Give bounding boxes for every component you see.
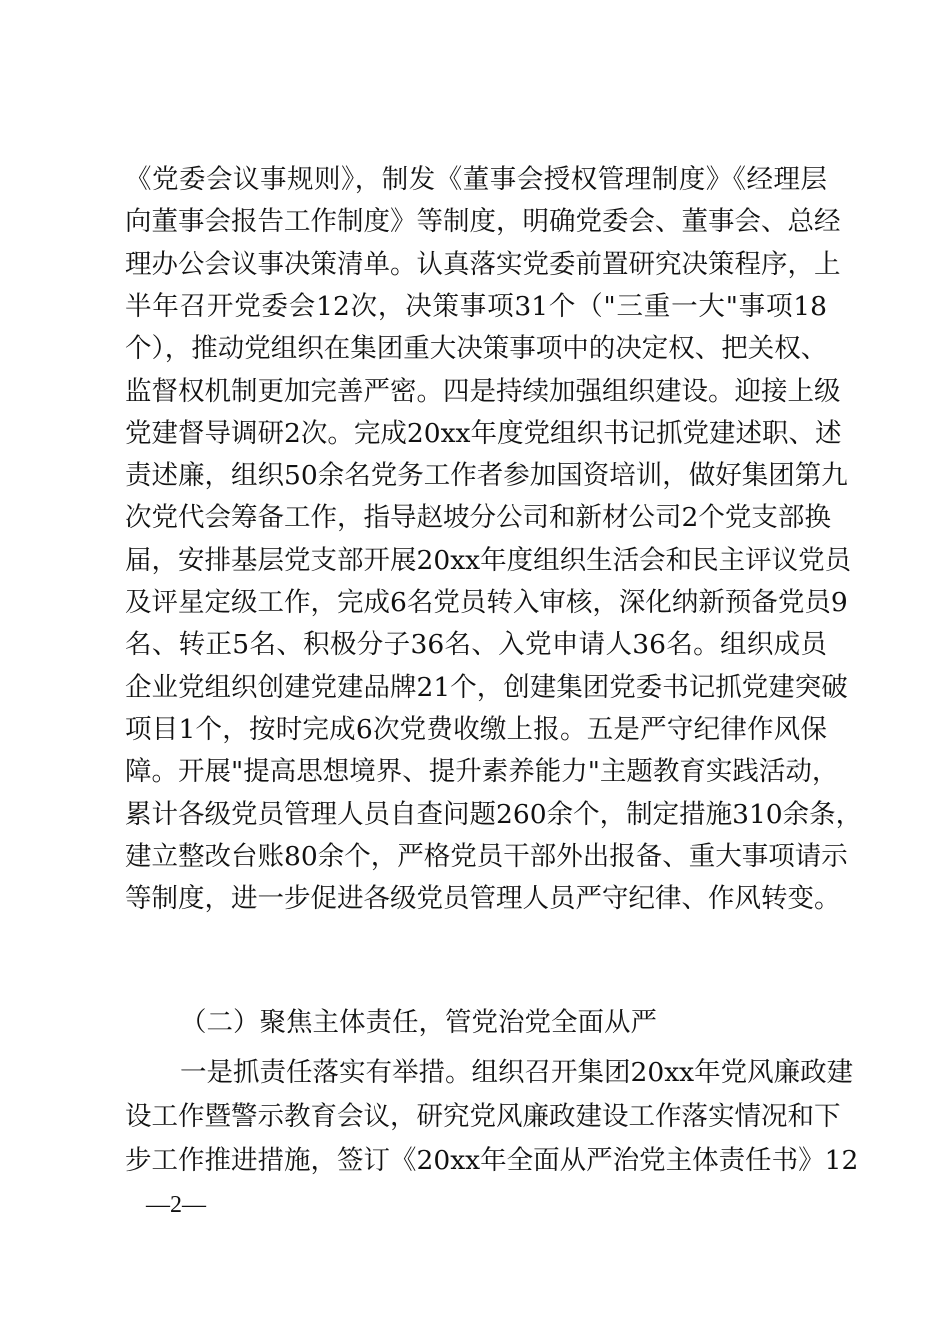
paragraph-line: 名、转正5名、积极分子36名、入党申请人36名。组织成员 <box>125 629 827 661</box>
paragraph-line: 党建督导调研2次。完成20xx年度党组织书记抓党建述职、述 <box>125 417 842 449</box>
paragraph-line: 累计各级党员管理人员自查问题260余个，制定措施310余条， <box>125 798 863 830</box>
paragraph-line: 企业党组织创建党建品牌21个，创建集团党委书记抓党建突破 <box>125 671 848 703</box>
paragraph-line: 步工作推进措施，签订《20xx年全面从严治党主体责任书》12 <box>125 1145 859 1176</box>
paragraph-line: 《党委会议事规则》，制发《董事会授权管理制度》《经理层 <box>125 164 827 195</box>
paragraph-line: 等制度，进一步促进各级党员管理人员严守纪律、作风转变。 <box>125 883 841 915</box>
paragraph-line: 向董事会报告工作制度》等制度，明确党委会、董事会、总经 <box>125 206 841 238</box>
paragraph-line: 次党代会筹备工作，指导赵坡分公司和新材公司2个党支部换 <box>125 502 831 534</box>
paragraph-line: 一是抓责任落实有举措。组织召开集团20xx年党风廉政建 <box>180 1057 854 1088</box>
paragraph-line: 个），推动党组织在集团重大决策事项中的决定权、把关权、 <box>125 333 828 365</box>
paragraph-line: 项目1个，按时完成6次党费收缴上报。五是严守纪律作风保 <box>125 713 827 745</box>
paragraph-line: 设工作暨警示教育会议，研究党风廉政建设工作落实情况和下 <box>125 1101 841 1132</box>
paragraph-line: 届，安排基层党支部开展20xx年度组织生活会和民主评议党员 <box>125 544 852 576</box>
paragraph-line: 责述廉，组织50余名党务工作者参加国资培训，做好集团第九 <box>125 460 848 492</box>
paragraph-line: 障。开展"提高思想境界、提升素养能力"主题教育实践活动， <box>125 756 839 788</box>
paragraph-line: 理办公会议事决策清单。认真落实党委前置研究决策程序，上 <box>125 248 841 280</box>
paragraph-line: 监督权机制更加完善严密。四是持续加强组织建设。迎接上级 <box>125 375 841 407</box>
paragraph-line: 半年召开党委会12次，决策事项31个（"三重一大"事项18 <box>125 290 827 322</box>
paragraph-line: 建立整改台账80余个，严格党员干部外出报备、重大事项请示 <box>125 840 848 872</box>
section-heading: （二）聚焦主体责任，管党治党全面从严 <box>180 1007 657 1038</box>
page-number: —2— <box>146 1192 206 1218</box>
paragraph-line: 及评星定级工作，完成6名党员转入审核，深化纳新预备党员9 <box>125 587 848 618</box>
